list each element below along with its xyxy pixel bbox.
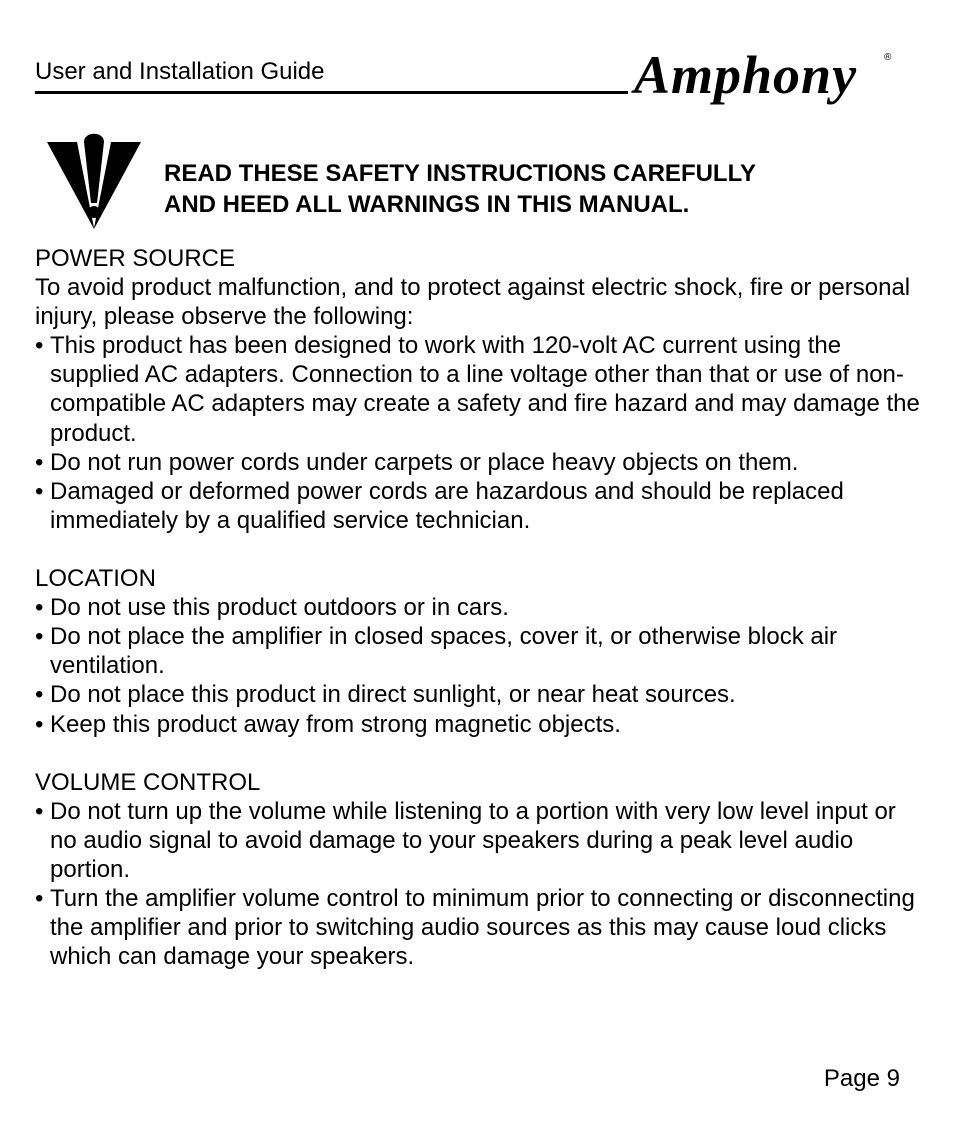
section-intro: To avoid product malfunction, and to protect against electric shock, fire or personal injury, please observe the following: [35,274,911,331]
warning-heading [164,158,756,220]
bullet-icon: • [35,681,44,709]
list-item [35,884,925,971]
bullet-icon: • [35,623,44,651]
bullet-icon: • [35,448,44,476]
list-item [35,710,925,739]
list-item [35,477,925,535]
list-item [35,448,925,477]
list-item-text: Keep this product away from strong magnetic objects. [50,710,621,738]
section-title: VOLUME CONTROL [35,768,261,796]
header-rule [35,91,628,94]
list-item-text: Damaged or deformed power cords are hazardous and should be replaced immediately by a qualified service technician. [50,477,844,534]
bullet-icon: • [35,332,44,360]
registered-mark: ® [884,52,892,63]
list-item [35,622,925,680]
section-power-source [35,244,925,535]
brand-logo: Amphony [634,45,858,105]
section-title: LOCATION [35,565,156,593]
list-item-text: Turn the amplifier volume control to minimum prior to connecting or disconnecting the amplifier and prior to switching audio sources as this may cause loud clicks which can damage your speakers. [50,885,915,971]
exclamation-triangle-icon [47,129,141,229]
bullet-icon: • [35,594,44,622]
page-number: Page 9 [823,1065,900,1092]
section-location [35,564,925,739]
list-item-text: Do not use this product outdoors or in cars. [50,594,509,622]
bullet-icon: • [35,477,44,505]
list-item [35,680,925,709]
section-gap [35,535,925,564]
section-volume-control [35,768,925,972]
warning-line-1: READ THESE SAFETY INSTRUCTIONS CAREFULLY [164,160,757,187]
bullet-icon: • [35,710,44,738]
warning-line-2: AND HEED ALL WARNINGS IN THIS MANUAL. [164,191,690,218]
list-item-text: This product has been designed to work with 120-volt AC current using the supplied AC adapters. Connection to a line voltage other than that or use of non-compatible AC adapters may create a safety and fire hazard and may damage the product. [50,332,920,447]
guide-title: User and Installation Guide [35,58,325,85]
bullet-icon: • [35,885,44,913]
bullet-icon: • [35,797,44,825]
list-item-text: Do not place the amplifier in closed spaces, cover it, or otherwise block air ventilation. [50,623,838,680]
list-item-text: Do not run power cords under carpets or place heavy objects on them. [50,448,799,476]
list-item-text: Do not place this product in direct sunlight, or near heat sources. [50,681,736,709]
list-item [35,797,925,884]
section-gap [35,739,925,768]
section-title: POWER SOURCE [35,245,236,272]
list-item [35,331,925,447]
list-item [35,593,925,622]
instructions-body [35,244,925,971]
list-item-text: Do not turn up the volume while listening to a portion with very low level input or no audio signal to avoid damage to your speakers during a peak level audio portion. [50,797,896,883]
